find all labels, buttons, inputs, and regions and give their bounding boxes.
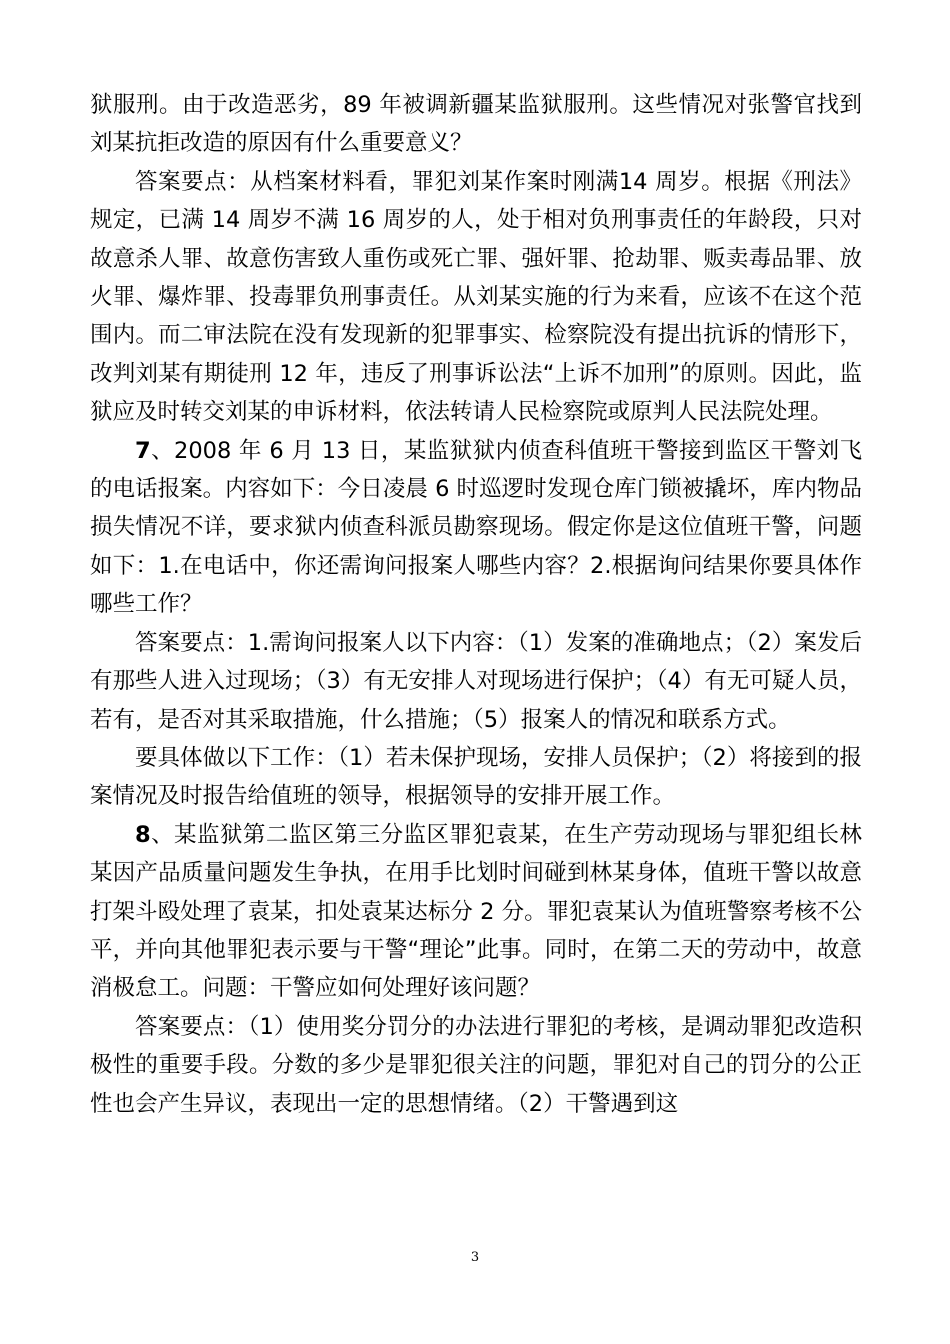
answer-7-paragraph-2: 要具体做以下工作：（1）若未保护现场，安排人员保护；（2）将接到的报案情况及时报告给值班的领导，根据领导的安排开展工作。 [90,744,862,810]
question-7-text: 、2008 年 6 月 13 日，某监狱狱内侦查科值班干警接到监区干警刘飞的电话报案。内容如下：今日凌晨 6 时巡逻时发现仓库门锁被撬坏，库内物品损失情况不详，要求狱内侦查科派员勘察现场。假定你是这位值班干警，问题如下：1.在电话中，你还需询问报案人哪些内容？2.根据询问结果你要具体作哪些工作？ [90,437,862,618]
question-8-text: 、某监狱第二监区第三分监区罪犯袁某，在生产劳动现场与罪犯组长林某因产品质量问题发生争执，在用手比划时间碰到林某身体，值班干警以故意打架斗殴处理了袁某，扣处袁某达标分 2 分。罪犯袁某认为值班警察考核不公平，并向其他罪犯表示要与干警“理论”此事。同时，在第二天的劳动中，故意消极怠工。问题：干警应如何处理好该问题？ [90,821,862,1002]
document-body [90,86,862,1123]
answer-8-paragraph-1: 答案要点：（1）使用奖分罚分的办法进行罪犯的考核，是调动罪犯改造积极性的重要手段。分数的多少是罪犯很关注的问题，罪犯对自己的罚分的公正性也会产生异议，表现出一定的思想情绪。（2）干警遇到这 [90,1013,862,1117]
question-7-number: 7 [135,437,151,464]
page-number: 3 [470,1250,480,1265]
answer-7-paragraph-1: 答案要点：1.需询问报案人以下内容：（1）发案的准确地点；（2）案发后有那些人进入过现场；（3）有无安排人对现场进行保护；（4）有无可疑人员，若有，是否对其采取措施，什么措施；（5）报案人的情况和联系方式。 [90,629,862,733]
paragraph-continuation: 狱服刑。由于改造恶劣，89 年被调新疆某监狱服刑。这些情况对张警官找到刘某抗拒改造的原因有什么重要意义？ [90,92,862,157]
question-7-paragraph [90,432,862,624]
answer-paragraph-6: 答案要点：从档案材料看，罪犯刘某作案时刚满14 周岁。根据《刑法》规定，已满 14 周岁不满 16 周岁的人，处于相对负刑事责任的年龄段，只对故意杀人罪、故意伤害致人重伤或死亡罪、强奸罪、抢劫罪、贩卖毒品罪、放火罪、爆炸罪、投毒罪负刑事责任。从刘某实施的行为来看，应该不在这个范围内。而二审法院在没有发现新的犯罪事实、检察院没有提出抗诉的情形下，改判刘某有期徒刑 12 年，违反了刑事诉讼法“上诉不加刑”的原则。因此，监狱应及时转交刘某的申诉材料，依法转请人民检察院或原判人民法院处理。 [90,168,862,426]
question-8-paragraph [90,816,862,1008]
question-8-number: 8 [135,821,151,848]
